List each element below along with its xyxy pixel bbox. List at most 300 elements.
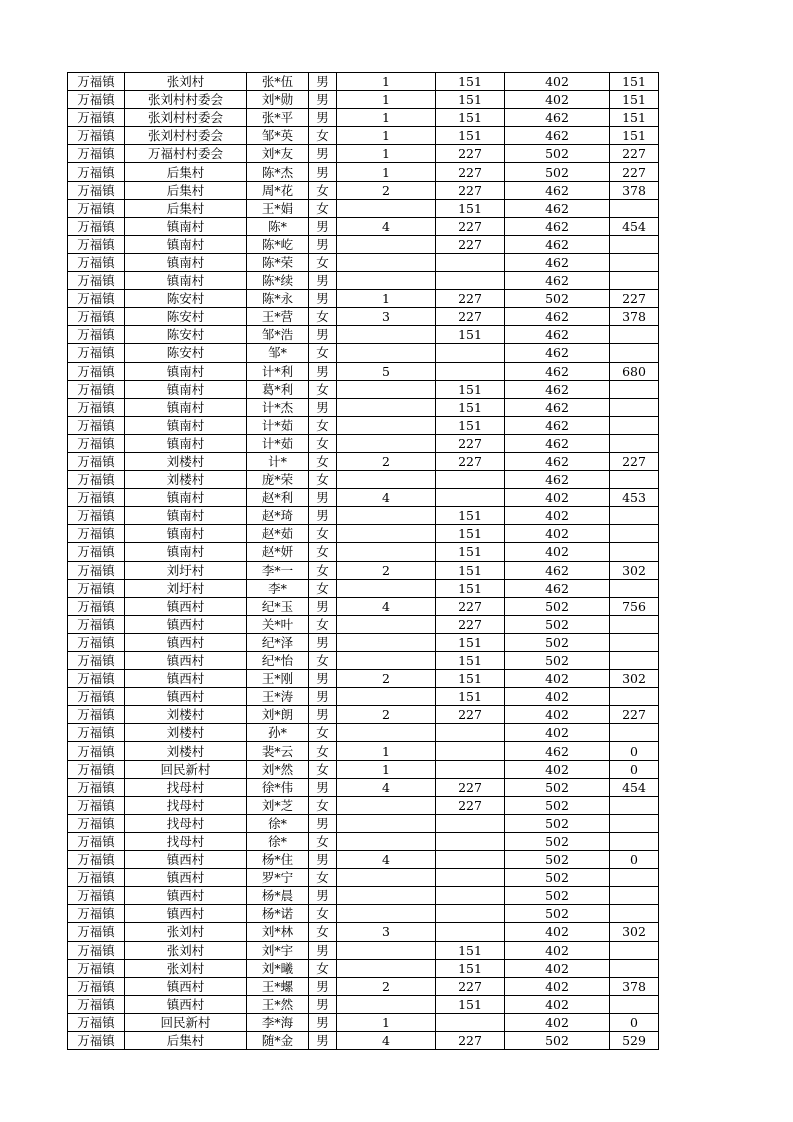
town-cell: 万福镇	[68, 416, 125, 434]
town-cell: 万福镇	[68, 199, 125, 217]
gender-cell: 男	[309, 235, 337, 253]
gender-cell: 女	[309, 869, 337, 887]
amount-a-cell: 151	[436, 199, 505, 217]
amount-a-cell: 227	[436, 796, 505, 814]
village-cell: 后集村	[125, 1031, 247, 1049]
household-count-cell: 4	[337, 778, 436, 796]
town-cell: 万福镇	[68, 127, 125, 145]
amount-b-cell: 462	[505, 181, 610, 199]
total-cell	[610, 869, 659, 887]
town-cell: 万福镇	[68, 290, 125, 308]
name-cell: 计*茹	[247, 434, 309, 452]
gender-cell: 男	[309, 290, 337, 308]
amount-a-cell: 151	[436, 670, 505, 688]
amount-b-cell: 502	[505, 814, 610, 832]
amount-a-cell: 227	[436, 615, 505, 633]
name-cell: 罗*宁	[247, 869, 309, 887]
household-count-cell	[337, 652, 436, 670]
village-cell: 万福村村委会	[125, 145, 247, 163]
village-cell: 刘楼村	[125, 471, 247, 489]
household-count-cell: 5	[337, 362, 436, 380]
amount-a-cell: 151	[436, 579, 505, 597]
gender-cell: 女	[309, 308, 337, 326]
name-cell: 徐*	[247, 832, 309, 850]
table-row	[68, 290, 659, 308]
table-row	[68, 923, 659, 941]
amount-b-cell: 402	[505, 724, 610, 742]
household-count-cell	[337, 579, 436, 597]
amount-a-cell: 151	[436, 561, 505, 579]
household-count-cell: 3	[337, 923, 436, 941]
amount-b-cell: 502	[505, 869, 610, 887]
table-row	[68, 633, 659, 651]
amount-a-cell	[436, 887, 505, 905]
table-row	[68, 778, 659, 796]
total-cell: 227	[610, 452, 659, 470]
household-count-cell	[337, 507, 436, 525]
town-cell: 万福镇	[68, 905, 125, 923]
gender-cell: 女	[309, 525, 337, 543]
total-cell	[610, 543, 659, 561]
gender-cell: 女	[309, 344, 337, 362]
amount-a-cell: 151	[436, 543, 505, 561]
household-count-cell: 4	[337, 217, 436, 235]
name-cell: 随*金	[247, 1031, 309, 1049]
name-cell: 王*涛	[247, 688, 309, 706]
town-cell: 万福镇	[68, 253, 125, 271]
amount-b-cell: 402	[505, 995, 610, 1013]
total-cell: 529	[610, 1031, 659, 1049]
amount-a-cell: 151	[436, 959, 505, 977]
gender-cell: 男	[309, 109, 337, 127]
town-cell: 万福镇	[68, 217, 125, 235]
amount-b-cell: 502	[505, 145, 610, 163]
name-cell: 李*海	[247, 1013, 309, 1031]
village-cell: 镇南村	[125, 272, 247, 290]
total-cell: 0	[610, 851, 659, 869]
amount-b-cell: 502	[505, 615, 610, 633]
household-count-cell: 2	[337, 977, 436, 995]
amount-a-cell: 151	[436, 91, 505, 109]
household-count-cell: 1	[337, 163, 436, 181]
town-cell: 万福镇	[68, 706, 125, 724]
village-cell: 刘楼村	[125, 724, 247, 742]
gender-cell: 女	[309, 923, 337, 941]
village-cell: 镇西村	[125, 652, 247, 670]
gender-cell: 女	[309, 380, 337, 398]
table-row	[68, 742, 659, 760]
table-row	[68, 127, 659, 145]
gender-cell: 女	[309, 579, 337, 597]
gender-cell: 男	[309, 326, 337, 344]
amount-b-cell: 502	[505, 1031, 610, 1049]
town-cell: 万福镇	[68, 163, 125, 181]
table-row	[68, 670, 659, 688]
name-cell: 王*娟	[247, 199, 309, 217]
name-cell: 邹*浩	[247, 326, 309, 344]
town-cell: 万福镇	[68, 91, 125, 109]
gender-cell: 女	[309, 471, 337, 489]
amount-b-cell: 462	[505, 253, 610, 271]
village-cell: 镇西村	[125, 905, 247, 923]
village-cell: 刘楼村	[125, 452, 247, 470]
table-row	[68, 706, 659, 724]
name-cell: 杨*诺	[247, 905, 309, 923]
table-row	[68, 73, 659, 91]
gender-cell: 男	[309, 1013, 337, 1031]
amount-a-cell: 151	[436, 507, 505, 525]
household-count-cell	[337, 688, 436, 706]
town-cell: 万福镇	[68, 652, 125, 670]
amount-b-cell: 402	[505, 670, 610, 688]
name-cell: 李*	[247, 579, 309, 597]
village-cell: 后集村	[125, 181, 247, 199]
table-row	[68, 724, 659, 742]
amount-a-cell	[436, 724, 505, 742]
household-count-cell	[337, 416, 436, 434]
table-row	[68, 199, 659, 217]
village-cell: 镇西村	[125, 597, 247, 615]
table-row	[68, 452, 659, 470]
village-cell: 张刘村	[125, 923, 247, 941]
household-count-cell	[337, 434, 436, 452]
household-count-cell	[337, 887, 436, 905]
gender-cell: 男	[309, 977, 337, 995]
gender-cell: 女	[309, 452, 337, 470]
village-cell: 镇西村	[125, 615, 247, 633]
name-cell: 纪*泽	[247, 633, 309, 651]
amount-a-cell: 227	[436, 290, 505, 308]
total-cell	[610, 253, 659, 271]
town-cell: 万福镇	[68, 869, 125, 887]
amount-a-cell: 151	[436, 652, 505, 670]
gender-cell: 男	[309, 272, 337, 290]
household-count-cell: 1	[337, 290, 436, 308]
village-cell: 镇南村	[125, 543, 247, 561]
total-cell: 454	[610, 217, 659, 235]
table-row	[68, 416, 659, 434]
table-row	[68, 235, 659, 253]
town-cell: 万福镇	[68, 525, 125, 543]
town-cell: 万福镇	[68, 543, 125, 561]
household-count-cell: 2	[337, 706, 436, 724]
table-row	[68, 91, 659, 109]
name-cell: 陈*	[247, 217, 309, 235]
total-cell	[610, 471, 659, 489]
table-row	[68, 525, 659, 543]
amount-a-cell	[436, 851, 505, 869]
town-cell: 万福镇	[68, 579, 125, 597]
town-cell: 万福镇	[68, 561, 125, 579]
gender-cell: 男	[309, 507, 337, 525]
amount-b-cell: 402	[505, 73, 610, 91]
village-cell: 镇南村	[125, 362, 247, 380]
village-cell: 镇西村	[125, 887, 247, 905]
village-cell: 镇南村	[125, 217, 247, 235]
household-count-cell	[337, 235, 436, 253]
gender-cell: 男	[309, 1031, 337, 1049]
village-cell: 后集村	[125, 199, 247, 217]
gender-cell: 男	[309, 887, 337, 905]
gender-cell: 男	[309, 398, 337, 416]
amount-b-cell: 502	[505, 796, 610, 814]
household-count-cell: 4	[337, 1031, 436, 1049]
name-cell: 裴*云	[247, 742, 309, 760]
name-cell: 徐*	[247, 814, 309, 832]
amount-a-cell: 151	[436, 941, 505, 959]
town-cell: 万福镇	[68, 796, 125, 814]
amount-b-cell: 502	[505, 597, 610, 615]
town-cell: 万福镇	[68, 760, 125, 778]
amount-a-cell	[436, 832, 505, 850]
table-row	[68, 561, 659, 579]
table-row	[68, 688, 659, 706]
total-cell	[610, 579, 659, 597]
total-cell: 302	[610, 561, 659, 579]
total-cell: 151	[610, 109, 659, 127]
gender-cell: 女	[309, 905, 337, 923]
gender-cell: 男	[309, 688, 337, 706]
table-row	[68, 941, 659, 959]
village-cell: 镇西村	[125, 633, 247, 651]
amount-a-cell: 227	[436, 977, 505, 995]
total-cell	[610, 796, 659, 814]
total-cell: 227	[610, 163, 659, 181]
gender-cell: 女	[309, 253, 337, 271]
total-cell	[610, 995, 659, 1013]
town-cell: 万福镇	[68, 1031, 125, 1049]
household-count-cell	[337, 380, 436, 398]
household-count-cell	[337, 959, 436, 977]
amount-a-cell: 151	[436, 380, 505, 398]
amount-b-cell: 402	[505, 706, 610, 724]
amount-b-cell: 462	[505, 380, 610, 398]
household-count-cell	[337, 199, 436, 217]
total-cell	[610, 652, 659, 670]
name-cell: 杨*住	[247, 851, 309, 869]
amount-a-cell: 151	[436, 688, 505, 706]
total-cell: 453	[610, 489, 659, 507]
total-cell	[610, 887, 659, 905]
gender-cell: 男	[309, 633, 337, 651]
table-row	[68, 163, 659, 181]
name-cell: 邹*	[247, 344, 309, 362]
household-count-cell	[337, 525, 436, 543]
village-cell: 陈安村	[125, 344, 247, 362]
amount-a-cell	[436, 814, 505, 832]
amount-b-cell: 462	[505, 398, 610, 416]
total-cell	[610, 199, 659, 217]
amount-a-cell: 227	[436, 308, 505, 326]
total-cell	[610, 434, 659, 452]
table-row	[68, 905, 659, 923]
amount-b-cell: 462	[505, 308, 610, 326]
village-cell: 刘圩村	[125, 579, 247, 597]
table-row	[68, 597, 659, 615]
gender-cell: 男	[309, 851, 337, 869]
total-cell	[610, 905, 659, 923]
gender-cell: 女	[309, 199, 337, 217]
name-cell: 刘*宇	[247, 941, 309, 959]
table-row	[68, 145, 659, 163]
table-row	[68, 398, 659, 416]
town-cell: 万福镇	[68, 471, 125, 489]
total-cell: 0	[610, 1013, 659, 1031]
name-cell: 陈*永	[247, 290, 309, 308]
total-cell: 302	[610, 923, 659, 941]
household-count-cell	[337, 253, 436, 271]
table-row	[68, 1013, 659, 1031]
total-cell: 302	[610, 670, 659, 688]
household-count-cell	[337, 633, 436, 651]
amount-a-cell	[436, 362, 505, 380]
household-count-cell	[337, 272, 436, 290]
amount-b-cell: 462	[505, 452, 610, 470]
household-count-cell	[337, 471, 436, 489]
amount-a-cell	[436, 869, 505, 887]
table-row	[68, 959, 659, 977]
table-row	[68, 362, 659, 380]
amount-b-cell: 502	[505, 832, 610, 850]
name-cell: 赵*利	[247, 489, 309, 507]
table-row	[68, 995, 659, 1013]
total-cell: 227	[610, 145, 659, 163]
household-count-cell	[337, 941, 436, 959]
total-cell: 378	[610, 977, 659, 995]
gender-cell: 女	[309, 181, 337, 199]
table-row	[68, 217, 659, 235]
village-cell: 镇西村	[125, 851, 247, 869]
town-cell: 万福镇	[68, 398, 125, 416]
town-cell: 万福镇	[68, 489, 125, 507]
town-cell: 万福镇	[68, 597, 125, 615]
town-cell: 万福镇	[68, 344, 125, 362]
total-cell: 454	[610, 778, 659, 796]
household-count-cell: 2	[337, 452, 436, 470]
household-count-cell	[337, 543, 436, 561]
table-row	[68, 615, 659, 633]
data-table	[67, 72, 659, 1050]
table-row	[68, 344, 659, 362]
amount-b-cell: 502	[505, 887, 610, 905]
gender-cell: 女	[309, 652, 337, 670]
village-cell: 镇南村	[125, 235, 247, 253]
village-cell: 镇西村	[125, 688, 247, 706]
village-cell: 找母村	[125, 796, 247, 814]
name-cell: 王*刚	[247, 670, 309, 688]
town-cell: 万福镇	[68, 1013, 125, 1031]
amount-b-cell: 402	[505, 507, 610, 525]
amount-b-cell: 462	[505, 217, 610, 235]
household-count-cell: 2	[337, 181, 436, 199]
name-cell: 张*平	[247, 109, 309, 127]
amount-b-cell: 402	[505, 91, 610, 109]
gender-cell: 男	[309, 778, 337, 796]
amount-a-cell: 227	[436, 217, 505, 235]
village-cell: 找母村	[125, 814, 247, 832]
name-cell: 葛*利	[247, 380, 309, 398]
total-cell	[610, 416, 659, 434]
household-count-cell: 1	[337, 145, 436, 163]
name-cell: 刘*林	[247, 923, 309, 941]
town-cell: 万福镇	[68, 145, 125, 163]
village-cell: 找母村	[125, 832, 247, 850]
name-cell: 王*营	[247, 308, 309, 326]
gender-cell: 女	[309, 561, 337, 579]
household-count-cell: 1	[337, 1013, 436, 1031]
total-cell	[610, 398, 659, 416]
town-cell: 万福镇	[68, 380, 125, 398]
amount-a-cell	[436, 760, 505, 778]
amount-a-cell	[436, 253, 505, 271]
village-cell: 回民新村	[125, 760, 247, 778]
town-cell: 万福镇	[68, 272, 125, 290]
amount-a-cell	[436, 905, 505, 923]
town-cell: 万福镇	[68, 995, 125, 1013]
total-cell	[610, 814, 659, 832]
town-cell: 万福镇	[68, 814, 125, 832]
total-cell	[610, 959, 659, 977]
amount-a-cell: 151	[436, 416, 505, 434]
village-cell: 镇南村	[125, 398, 247, 416]
amount-a-cell: 227	[436, 163, 505, 181]
table-row	[68, 507, 659, 525]
household-count-cell	[337, 344, 436, 362]
household-count-cell: 2	[337, 561, 436, 579]
amount-b-cell: 402	[505, 941, 610, 959]
total-cell	[610, 688, 659, 706]
amount-a-cell: 227	[436, 1031, 505, 1049]
village-cell: 镇南村	[125, 507, 247, 525]
amount-a-cell: 227	[436, 452, 505, 470]
table-row	[68, 380, 659, 398]
gender-cell: 男	[309, 362, 337, 380]
total-cell: 151	[610, 91, 659, 109]
table-row	[68, 851, 659, 869]
amount-b-cell: 402	[505, 525, 610, 543]
gender-cell: 男	[309, 145, 337, 163]
table-row	[68, 308, 659, 326]
amount-b-cell: 462	[505, 742, 610, 760]
household-count-cell	[337, 814, 436, 832]
household-count-cell: 3	[337, 308, 436, 326]
town-cell: 万福镇	[68, 109, 125, 127]
amount-a-cell	[436, 344, 505, 362]
name-cell: 孙*	[247, 724, 309, 742]
gender-cell: 女	[309, 796, 337, 814]
total-cell: 151	[610, 73, 659, 91]
name-cell: 周*花	[247, 181, 309, 199]
gender-cell: 男	[309, 941, 337, 959]
total-cell: 227	[610, 290, 659, 308]
name-cell: 计*利	[247, 362, 309, 380]
town-cell: 万福镇	[68, 326, 125, 344]
name-cell: 王*螺	[247, 977, 309, 995]
total-cell: 151	[610, 127, 659, 145]
name-cell: 刘*勋	[247, 91, 309, 109]
town-cell: 万福镇	[68, 778, 125, 796]
amount-a-cell: 151	[436, 73, 505, 91]
table-row	[68, 832, 659, 850]
town-cell: 万福镇	[68, 615, 125, 633]
total-cell	[610, 724, 659, 742]
table-row	[68, 543, 659, 561]
name-cell: 杨*晨	[247, 887, 309, 905]
village-cell: 张刘村	[125, 959, 247, 977]
total-cell: 680	[610, 362, 659, 380]
household-count-cell	[337, 905, 436, 923]
total-cell	[610, 507, 659, 525]
